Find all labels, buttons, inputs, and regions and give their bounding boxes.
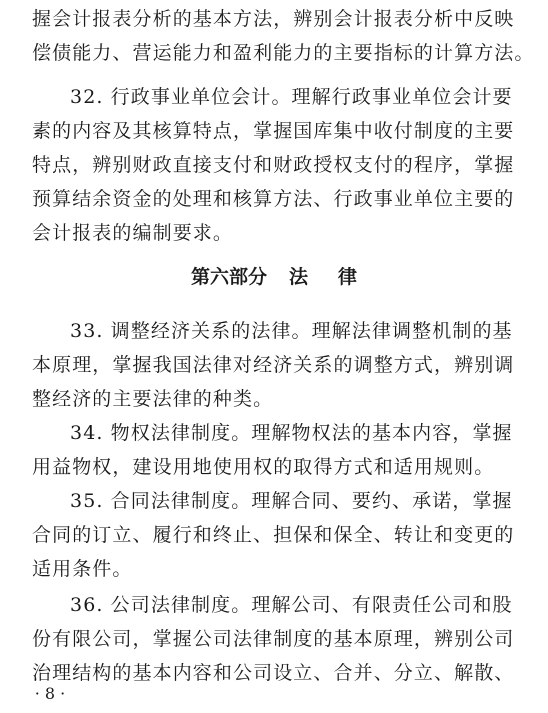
paragraph-36-line-1: 36. 公司法律制度。理解公司、有限责任公司和股 xyxy=(70,594,513,616)
section-part-label: 第六部分 xyxy=(190,266,267,288)
paragraph-35-line-2: 合同的订立、履行和终止、担保和保全、转让和变更的 xyxy=(32,524,515,546)
paragraph-32-line-4: 预算结余资金的处理和核算方法、行政事业单位主要的 xyxy=(32,188,515,210)
paragraph-31-line-2: 偿债能力、营运能力和盈利能力的主要指标的计算方法。 xyxy=(32,42,535,64)
section-title-char-1: 法 xyxy=(288,266,308,288)
paragraph-31-line-1: 握会计报表分析的基本方法，辨别会计报表分析中反映 xyxy=(32,8,515,30)
paragraph-35-line-1: 35. 合同法律制度。理解合同、要约、承诺，掌握 xyxy=(70,490,513,512)
paragraph-32-line-5: 会计报表的编制要求。 xyxy=(32,222,234,244)
paragraph-33-line-1: 33. 调整经济关系的法律。理解法律调整机制的基 xyxy=(70,320,513,342)
paragraph-36-line-3: 治理结构的基本内容和公司设立、合并、分立、解散、 xyxy=(32,662,515,684)
section-title-char-2: 律 xyxy=(338,266,358,288)
paragraph-32-line-2: 素的内容及其核算特点，掌握国库集中收付制度的主要 xyxy=(32,120,515,142)
paragraph-32-line-3: 特点，辨别财政直接支付和财政授权支付的程序，掌握 xyxy=(32,154,515,176)
page-number: · 8 · xyxy=(34,684,66,703)
paragraph-34-line-2: 用益物权，建设用地使用权的取得方式和适用规则。 xyxy=(32,456,495,478)
paragraph-36-line-2: 份有限公司，掌握公司法律制度的基本原理，辨别公司 xyxy=(32,628,515,650)
paragraph-33-line-2: 本原理，掌握我国法律对经济关系的调整方式，辨别调 xyxy=(32,354,515,376)
paragraph-32-line-1: 32. 行政事业单位会计。理解行政事业单位会计要 xyxy=(70,86,513,108)
paragraph-33-line-3: 整经济的主要法律的种类。 xyxy=(32,388,274,410)
paragraph-35-line-3: 适用条件。 xyxy=(32,558,133,580)
section-heading xyxy=(0,264,548,290)
paragraph-34-line-1: 34. 物权法律制度。理解物权法的基本内容，掌握 xyxy=(70,422,513,444)
